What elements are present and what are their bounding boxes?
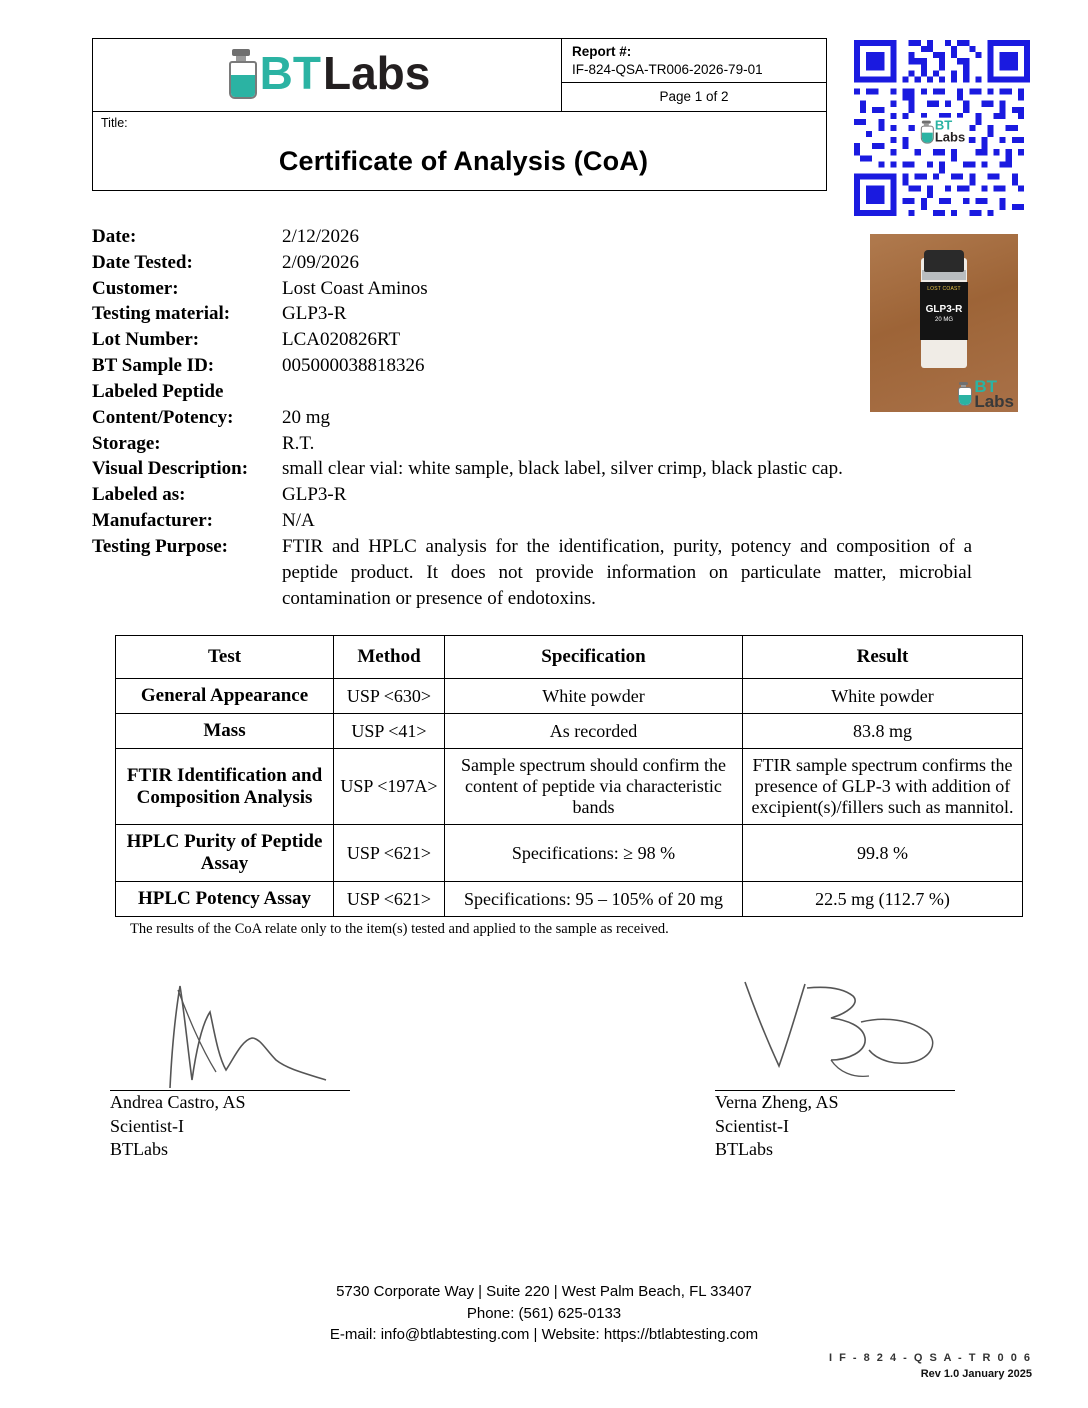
cell-result: White powder	[743, 679, 1023, 714]
info-row-testing-purpose	[92, 534, 982, 611]
photo-badge-labs: Labs	[974, 392, 1014, 412]
cell-test: General Appearance	[116, 679, 334, 714]
cell-result: FTIR sample spectrum confirms the presence of GLP-3 with addition of excipient(s)/fillers such as mannitol.	[743, 749, 1023, 825]
cell-test: HPLC Purity of Peptide Assay	[116, 825, 334, 882]
qr-logo-labs: Labs	[934, 129, 966, 145]
results-table	[115, 635, 1023, 917]
info-label: Testing Purpose:	[92, 535, 229, 557]
product-photo	[870, 234, 1018, 412]
info-row	[92, 301, 982, 327]
results-table-wrapper	[115, 635, 1014, 917]
signer-role: Scientist-I	[110, 1115, 184, 1136]
column-header-test: Test	[116, 636, 334, 679]
info-row	[92, 405, 982, 431]
info-row	[92, 250, 982, 276]
qr-center-logo	[915, 117, 969, 146]
photo-watermark-logo	[956, 376, 1014, 412]
qr-code	[854, 40, 1030, 216]
results-disclaimer: The results of the CoA relate only to the item(s) tested and applied to the sample as received.	[130, 921, 669, 938]
signature-mark-left	[130, 976, 360, 1096]
table-row	[116, 714, 1023, 749]
document-footer	[0, 1281, 1088, 1346]
sample-info-block	[92, 224, 1014, 611]
signer-role: Scientist-I	[715, 1115, 789, 1136]
footer-contact: E-mail: info@btlabtesting.com | Website: https://btlabtesting.com	[329, 1326, 759, 1344]
qr-logo-bt: BT	[934, 117, 953, 133]
vial-icon-small	[919, 121, 934, 143]
cell-test: FTIR Identification and Composition Analysis	[116, 749, 334, 825]
company-logo	[93, 39, 562, 112]
signature-section	[0, 972, 1088, 1162]
cell-test: HPLC Potency Assay	[116, 882, 334, 917]
info-row	[92, 456, 982, 482]
cell-method: USP <630>	[334, 679, 445, 714]
info-label: Visual Description:	[92, 458, 249, 480]
cell-specification: Specifications: ≥ 98 %	[445, 825, 743, 882]
title-cell	[93, 112, 827, 191]
signature-mark-right	[735, 976, 975, 1096]
footer-address: 5730 Corporate Way | Suite 220 | West Palm Beach, FL 33407	[336, 1282, 752, 1300]
cell-result: 83.8 mg	[743, 714, 1023, 749]
info-row	[92, 482, 982, 508]
cell-result: 99.8 %	[743, 825, 1023, 882]
info-value: GLP3-R	[282, 484, 347, 506]
info-value: 2/09/2026	[282, 251, 360, 273]
info-label: Date Tested:	[92, 251, 193, 273]
signature-block-left	[110, 972, 350, 1161]
info-row	[92, 508, 982, 534]
signature-block-right	[715, 972, 955, 1161]
info-row	[92, 327, 982, 353]
photo-product: GLP3-R	[925, 304, 963, 315]
info-label: Storage:	[92, 432, 161, 454]
signer-org: BTLabs	[110, 1139, 168, 1160]
info-value: N/A	[282, 510, 315, 532]
info-row	[92, 224, 982, 250]
info-label: Lot Number:	[92, 329, 200, 351]
info-value: small clear vial: white sample, black label, silver crimp, black plastic cap.	[282, 458, 843, 480]
info-row	[92, 379, 982, 405]
column-header-specification: Specification	[445, 636, 743, 679]
info-value: 20 mg	[282, 406, 331, 428]
table-header-row	[116, 636, 1023, 679]
cell-method: USP <197A>	[334, 749, 445, 825]
cell-method: USP <621>	[334, 825, 445, 882]
title-label: Title:	[101, 116, 128, 130]
photo-vial-cap	[924, 250, 964, 272]
info-value: LCA020826RT	[282, 329, 401, 351]
info-label: Testing material:	[92, 303, 231, 325]
photo-brand: LOST COAST	[927, 286, 961, 292]
cell-specification: Sample spectrum should confirm the content of peptide via characteristic bands	[445, 749, 743, 825]
info-row	[92, 431, 982, 457]
signer-org: BTLabs	[715, 1139, 773, 1160]
cell-specification: White powder	[445, 679, 743, 714]
info-value: GLP3-R	[282, 303, 347, 325]
info-row	[92, 276, 982, 302]
table-row	[116, 749, 1023, 825]
cell-result: 22.5 mg (112.7 %)	[743, 882, 1023, 917]
column-header-method: Method	[334, 636, 445, 679]
logo-text-labs: Labs	[322, 46, 431, 99]
info-label: BT Sample ID:	[92, 355, 215, 377]
info-value: R.T.	[282, 432, 315, 454]
info-label: Content/Potency:	[92, 406, 234, 428]
cell-specification: As recorded	[445, 714, 743, 749]
logo-text-bt: BT	[259, 46, 321, 99]
info-value: Lost Coast Aminos	[282, 277, 428, 299]
cell-method: USP <621>	[334, 882, 445, 917]
info-value: FTIR and HPLC analysis for the identification, purity, potency and composition of a peptide product. It does not provide information on particulate matter, microbial contamination or presence of endotoxins.	[282, 535, 972, 609]
info-label: Date:	[92, 226, 137, 247]
cell-test: Mass	[116, 714, 334, 749]
cell-specification: Specifications: 95 – 105% of 20 mg	[445, 882, 743, 917]
info-label: Labeled Peptide	[92, 380, 224, 402]
info-label: Labeled as:	[92, 484, 186, 506]
footer-revision: Rev 1.0 January 2025	[920, 1368, 1032, 1380]
info-label: Manufacturer:	[92, 510, 214, 532]
report-number: IF-824-QSA-TR006-2026-79-01	[572, 61, 763, 77]
vial-icon-watermark	[956, 382, 972, 406]
page-title: Certificate of Analysis (CoA)	[278, 146, 649, 176]
document-header	[92, 38, 1030, 196]
info-value: 2/12/2026	[282, 226, 360, 247]
report-label: Report #:	[572, 43, 632, 59]
signer-name: Andrea Castro, AS	[110, 1092, 246, 1113]
signer-name: Verna Zheng, AS	[715, 1092, 839, 1113]
header-table	[92, 38, 827, 191]
page-indicator: Page 1 of 2	[562, 82, 827, 111]
photo-strength: 20 MG	[934, 317, 953, 323]
info-row	[92, 353, 982, 379]
info-label: Customer:	[92, 277, 179, 299]
cell-method: USP <41>	[334, 714, 445, 749]
vial-icon	[224, 49, 258, 97]
report-number-cell	[562, 39, 827, 83]
table-row	[116, 679, 1023, 714]
photo-badge-bt: BT	[974, 376, 997, 396]
table-row	[116, 882, 1023, 917]
footer-doc-code: I F - 8 2 4 - Q S A - T R 0 0 6	[829, 1352, 1032, 1364]
footer-phone: Phone: (561) 625-0133	[466, 1304, 622, 1322]
photo-vial-label	[920, 282, 968, 340]
info-value: 005000038818326	[282, 355, 425, 377]
table-row	[116, 825, 1023, 882]
column-header-result: Result	[743, 636, 1023, 679]
